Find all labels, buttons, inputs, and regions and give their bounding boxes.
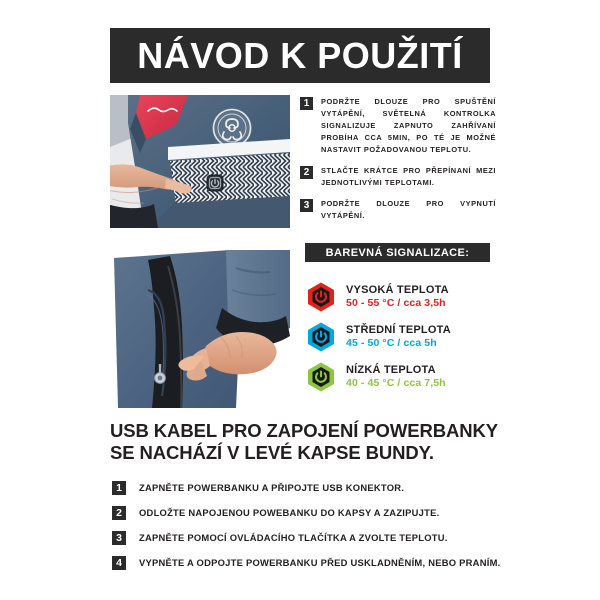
temperature-label: NÍZKÁ TEPLOTA: [346, 363, 436, 376]
sleeve-control-button: [207, 175, 223, 191]
step-number-badge: 3: [112, 531, 126, 545]
temperature-value: 40 - 45 °C / cca 7,5h: [346, 376, 446, 389]
temperature-value: 45 - 50 °C / cca 5h: [346, 336, 437, 349]
step-text: PODRŽTE DLOUZE PRO VYPNUTÍ VYTÁPĚNÍ.: [321, 198, 496, 220]
page-title: NÁVOD K POUŽITÍ: [137, 34, 463, 76]
usb-steps-list: [112, 481, 532, 581]
temperature-level-high: [305, 277, 500, 317]
step-number-badge: 4: [112, 556, 126, 570]
control-step: [300, 198, 496, 222]
jacket-sleeve-control-photo: [110, 95, 290, 228]
step-number-badge: 2: [112, 506, 126, 520]
step-text: ZAPNĚTE POWERBANKU A PŘIPOJTE USB KONEKTOR.: [139, 482, 405, 493]
temperature-label: VYSOKÁ TEPLOTA: [346, 283, 449, 296]
step-number-badge: 3: [300, 199, 313, 212]
power-icon: [305, 361, 337, 393]
usb-heading-line-2: SE NACHÁZÍ V LEVÉ KAPSE BUNDY.: [110, 442, 434, 464]
step-text: ZAPNĚTE POMOCÍ OVLÁDACÍHO TLAČÍTKA A ZVOLTE TEPLOTU.: [139, 532, 448, 543]
pocket-photo-graphic: [110, 250, 290, 408]
control-step: [300, 96, 496, 156]
page-title-bar: [110, 28, 490, 83]
power-icon: [305, 321, 337, 353]
sleeve-photo-graphic: [110, 95, 290, 228]
power-icon-medium-graphic: [305, 321, 337, 353]
signalization-heading-bar: [305, 243, 490, 262]
step-text: VYPNĚTE A ODPOJTE POWERBANKU PŘED USKLADNĚNÍM, NEBO PRANÍM.: [139, 557, 501, 568]
usb-step: [112, 481, 532, 495]
power-icon-high-graphic: [305, 281, 337, 313]
usb-section-heading: [110, 420, 530, 464]
step-text: STLAČTE KRÁTCE PRO PŘEPÍNANÍ MEZI JEDNOTLIVÝMI TEPLOTAMI.: [321, 165, 496, 187]
temperature-legend: [305, 277, 500, 397]
step-number-badge: 1: [300, 97, 313, 110]
step-text: PODRŽTE DLOUZE PRO SPUŠTĚNÍ VYTÁPĚNÍ, SVĚTELNÁ KONTROLKA SIGNALIZUJE ZAPNUTO ZAHŘÍVANÍ PROBÍHA CCA 5MIN, PO TÉ JE MOŽNÉ NASTAVIT POŽADOVANOU TEPLOTU.: [321, 97, 496, 154]
temperature-level-low: [305, 357, 500, 397]
step-number-badge: 2: [300, 166, 313, 179]
usb-step: [112, 556, 532, 570]
usb-step: [112, 506, 532, 520]
step-number-badge: 1: [112, 481, 126, 495]
temperature-level-medium: [305, 317, 500, 357]
usb-step: [112, 531, 532, 545]
temperature-label: STŘEDNÍ TEPLOTA: [346, 323, 451, 336]
step-text: ODLOŽTE NAPOJENOU POWEBANKU DO KAPSY A ZAZIPUJTE.: [139, 507, 440, 518]
jacket-pocket-photo: [110, 250, 290, 408]
power-icon: [305, 281, 337, 313]
temperature-value: 50 - 55 °C / cca 3,5h: [346, 296, 446, 309]
control-steps-list: [300, 96, 496, 231]
control-step: [300, 165, 496, 189]
power-icon-low-graphic: [305, 361, 337, 393]
usb-heading-line-1: USB KABEL PRO ZAPOJENÍ POWERBANKY: [110, 420, 498, 441]
signalization-heading: BAREVNÁ SIGNALIZACE:: [325, 246, 470, 259]
